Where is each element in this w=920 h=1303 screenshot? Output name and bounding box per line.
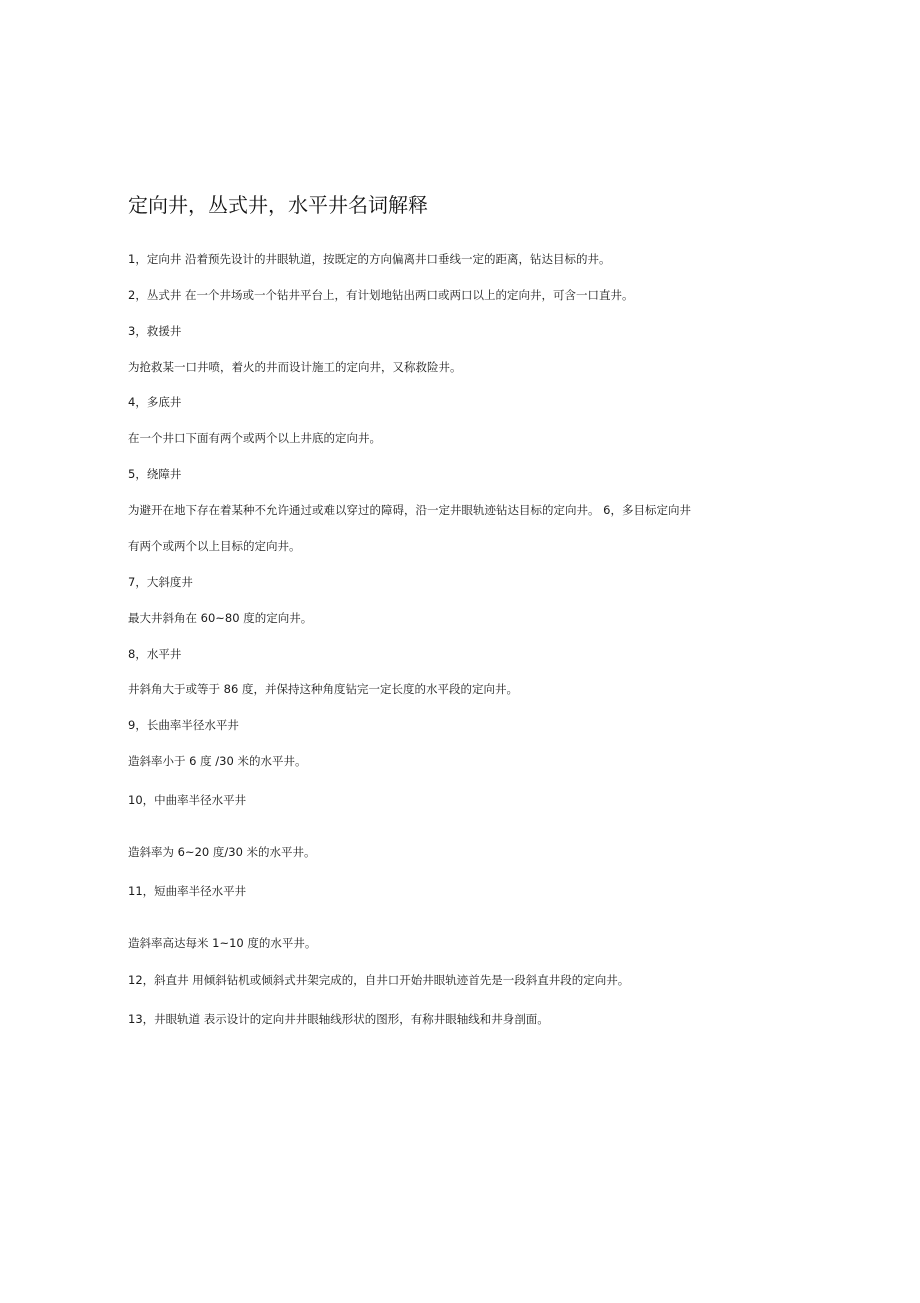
paragraph-line: 造斜率高达每米 1~10 度的水平井。 — [128, 936, 317, 950]
paragraph-line: 为避开在地下存在着某种不允许通过或难以穿过的障碍，沿一定井眼轨迹钻达目标的定向井。 6，多目标定向井 — [128, 503, 691, 517]
paragraph-line: 最大井斜角在 60~80 度的定向井。 — [128, 611, 313, 625]
paragraph-line: 10，中曲率半径水平井 — [128, 793, 247, 807]
paragraph-line: 3，救援井 — [128, 324, 182, 338]
paragraph-line: 在一个井口下面有两个或两个以上井底的定向井。 — [128, 431, 381, 445]
paragraph-line: 11，短曲率半径水平井 — [128, 884, 247, 898]
paragraph-line: 为抢救某一口井喷，着火的井而设计施工的定向井，又称救险井。 — [128, 360, 462, 374]
paragraph-line: 13，井眼轨道 表示设计的定向井井眼轴线形状的图形，有称井眼轴线和井身剖面。 — [128, 1012, 549, 1026]
paragraph-line: 有两个或两个以上目标的定向井。 — [128, 539, 301, 553]
paragraph-line: 9，长曲率半径水平井 — [128, 718, 239, 732]
paragraph-line: 8，水平井 — [128, 647, 182, 661]
paragraph-line: 造斜率为 6~20 度/30 米的水平井。 — [128, 845, 316, 859]
paragraph-line: 4，多底井 — [128, 395, 182, 409]
paragraph-line: 造斜率小于 6 度 /30 米的水平井。 — [128, 754, 307, 768]
paragraph-line: 5，绕障井 — [128, 467, 182, 481]
paragraph-line: 2，丛式井 在一个井场或一个钻井平台上，有计划地钻出两口或两口以上的定向井，可含一口直井。 — [128, 288, 634, 302]
paragraph-line: 7，大斜度井 — [128, 575, 193, 589]
paragraph-line: 12，斜直井 用倾斜钻机或倾斜式井架完成的，自井口开始井眼轨迹首先是一段斜直井段的定向井。 — [128, 973, 630, 987]
paragraph-line: 1，定向井 沿着预先设计的井眼轨道，按既定的方向偏离井口垂线一定的距离，钻达目标的井。 — [128, 252, 611, 266]
document-title: 定向井，丛式井，水平井名词解释 — [128, 193, 428, 217]
paragraph-line: 井斜角大于或等于 86 度，并保持这种角度钻完一定长度的水平段的定向井。 — [128, 682, 518, 696]
